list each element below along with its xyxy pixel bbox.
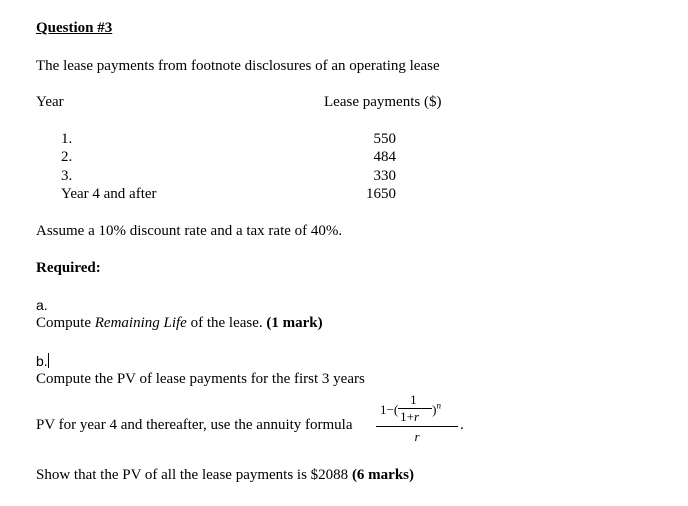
part-a-text: Compute Remaining Life of the lease. (1 mark) — [36, 315, 323, 331]
assumption-text: Assume a 10% discount rate and a tax rate of 40%. — [36, 223, 343, 239]
part-a-label: a. — [36, 297, 48, 313]
row-year: 3. — [61, 168, 73, 184]
part-b-line2: PV for year 4 and thereafter, use the annuity formula — [36, 417, 353, 433]
row-payment: 550 — [373, 131, 396, 147]
question-title: Question #3 — [36, 20, 113, 36]
part-b-line3: Show that the PV of all the lease payments is $2088 (6 marks) — [36, 467, 415, 483]
header-year: Year — [36, 94, 64, 110]
text-cursor — [48, 353, 49, 368]
row-payment: 484 — [373, 149, 396, 165]
row-payment: 330 — [373, 168, 396, 184]
row-payment: 1650 — [366, 186, 396, 202]
row-year: 1. — [61, 131, 73, 147]
part-b-label[interactable]: b. — [36, 353, 48, 369]
formula-period: . — [460, 417, 464, 433]
row-year: Year 4 and after — [61, 186, 157, 202]
part-b-line1: Compute the PV of lease payments for the first 3 years — [36, 371, 365, 387]
header-payments: Lease payments ($) — [324, 94, 442, 110]
row-year: 2. — [61, 149, 73, 165]
required-heading: Required: — [36, 260, 101, 276]
intro-text: The lease payments from footnote disclosures of an operating lease — [36, 58, 440, 74]
